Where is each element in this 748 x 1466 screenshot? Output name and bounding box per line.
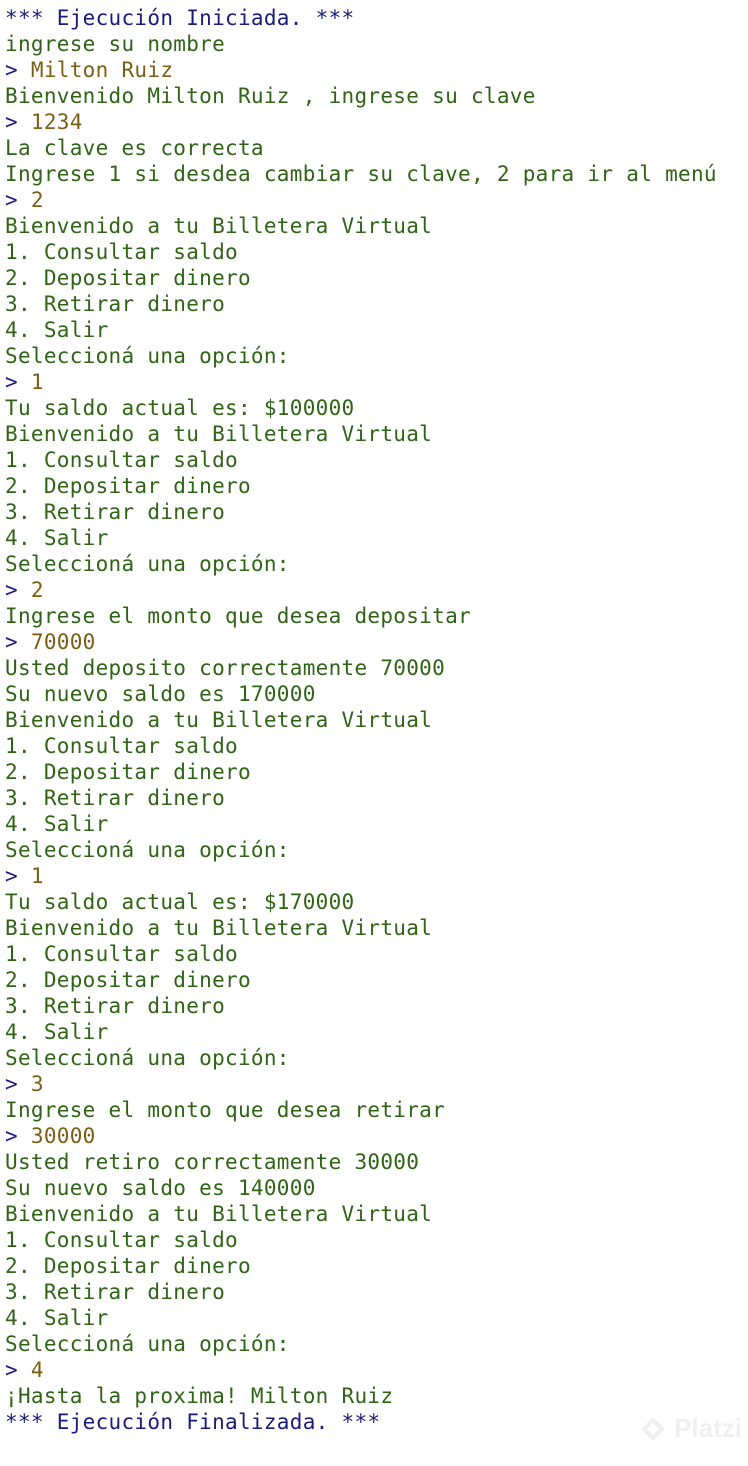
console-output-line: ingrese su nombre: [5, 32, 226, 56]
console-output-line: Seleccioná una opción:: [5, 344, 290, 368]
console-output-line: Bienvenido a tu Billetera Virtual: [5, 214, 433, 238]
console-output-line: Tu saldo actual es: $170000: [5, 890, 355, 914]
user-input-value: 70000: [30, 630, 96, 654]
user-input-value: 4: [30, 1358, 44, 1382]
user-input-value: 2: [30, 188, 44, 212]
console-output-line: Ingrese el monto que desea retirar: [5, 1098, 446, 1122]
console-output-line: 3. Retirar dinero: [5, 786, 226, 810]
console-output-line: Usted deposito correctamente 70000: [5, 656, 446, 680]
console-output-line: 4. Salir: [5, 1020, 109, 1044]
console-output-line: Bienvenido a tu Billetera Virtual: [5, 708, 433, 732]
console-system-line: *** Ejecución Finalizada. ***: [5, 1410, 381, 1434]
console-output: [5, 5, 745, 1435]
console-output-line: Seleccioná una opción:: [5, 1046, 290, 1070]
console-output-line: 3. Retirar dinero: [5, 500, 226, 524]
console-output-line: 2. Depositar dinero: [5, 760, 251, 784]
user-input-value: 2: [30, 578, 44, 602]
prompt-symbol: >: [5, 578, 31, 602]
console-input-line: [5, 1123, 745, 1149]
console-input-line: [5, 863, 745, 889]
console-output-line: 3. Retirar dinero: [5, 292, 226, 316]
console-output-line: Seleccioná una opción:: [5, 552, 290, 576]
console-output-line: 1. Consultar saldo: [5, 240, 238, 264]
prompt-symbol: >: [5, 188, 31, 212]
prompt-symbol: >: [5, 1124, 31, 1148]
watermark-text: Platzi: [674, 1413, 742, 1443]
user-input-value: Milton Ruiz: [30, 58, 174, 82]
user-input-value: 1234: [30, 110, 83, 134]
console-output-line: 1. Consultar saldo: [5, 734, 238, 758]
console-output-line: Su nuevo saldo es 170000: [5, 682, 316, 706]
console-output-line: Bienvenido a tu Billetera Virtual: [5, 422, 433, 446]
console-output-line: Bienvenido Milton Ruiz , ingrese su clave: [5, 84, 536, 108]
console-output-line: 3. Retirar dinero: [5, 1280, 226, 1304]
console-output-line: 4. Salir: [5, 1306, 109, 1330]
console-output-line: Usted retiro correctamente 30000: [5, 1150, 420, 1174]
console-output-line: 2. Depositar dinero: [5, 968, 251, 992]
console-input-line: [5, 187, 745, 213]
console-output-line: 4. Salir: [5, 318, 109, 342]
prompt-symbol: >: [5, 370, 31, 394]
console-output-line: 2. Depositar dinero: [5, 1254, 251, 1278]
console-output-line: 4. Salir: [5, 812, 109, 836]
console-output-line: 1. Consultar saldo: [5, 448, 238, 472]
console-output-line: Su nuevo saldo es 140000: [5, 1176, 316, 1200]
user-input-value: 3: [30, 1072, 44, 1096]
prompt-symbol: >: [5, 110, 31, 134]
console-output-line: 4. Salir: [5, 526, 109, 550]
console-input-line: [5, 577, 745, 603]
prompt-symbol: >: [5, 630, 31, 654]
prompt-symbol: >: [5, 1358, 31, 1382]
console-input-line: [5, 629, 745, 655]
platzi-watermark: [638, 1413, 742, 1444]
console-system-line: *** Ejecución Iniciada. ***: [5, 6, 355, 30]
console-output-line: La clave es correcta: [5, 136, 264, 160]
console-output-line: 2. Depositar dinero: [5, 266, 251, 290]
user-input-value: 1: [30, 864, 44, 888]
console-input-line: [5, 1357, 745, 1383]
prompt-symbol: >: [5, 58, 31, 82]
console-output-line: Tu saldo actual es: $100000: [5, 396, 355, 420]
console-output-line: Ingrese 1 si desdea cambiar su clave, 2 para ir al menú: [5, 162, 717, 186]
console-input-line: [5, 109, 745, 135]
console-output-line: ¡Hasta la proxima! Milton Ruiz: [5, 1384, 394, 1408]
user-input-value: 30000: [30, 1124, 96, 1148]
console-input-line: [5, 369, 745, 395]
user-input-value: 1: [30, 370, 44, 394]
console-output-line: 2. Depositar dinero: [5, 474, 251, 498]
prompt-symbol: >: [5, 1072, 31, 1096]
platzi-logo-icon: [638, 1414, 668, 1444]
console-output-line: 1. Consultar saldo: [5, 942, 238, 966]
console-output-line: Bienvenido a tu Billetera Virtual: [5, 1202, 433, 1226]
console-input-line: [5, 57, 745, 83]
console-output-line: Bienvenido a tu Billetera Virtual: [5, 916, 433, 940]
prompt-symbol: >: [5, 864, 31, 888]
console-input-line: [5, 1071, 745, 1097]
console-output-line: Ingrese el monto que desea depositar: [5, 604, 471, 628]
console-output-line: 3. Retirar dinero: [5, 994, 226, 1018]
console-output-line: 1. Consultar saldo: [5, 1228, 238, 1252]
console-output-line: Seleccioná una opción:: [5, 1332, 290, 1356]
console-output-line: Seleccioná una opción:: [5, 838, 290, 862]
